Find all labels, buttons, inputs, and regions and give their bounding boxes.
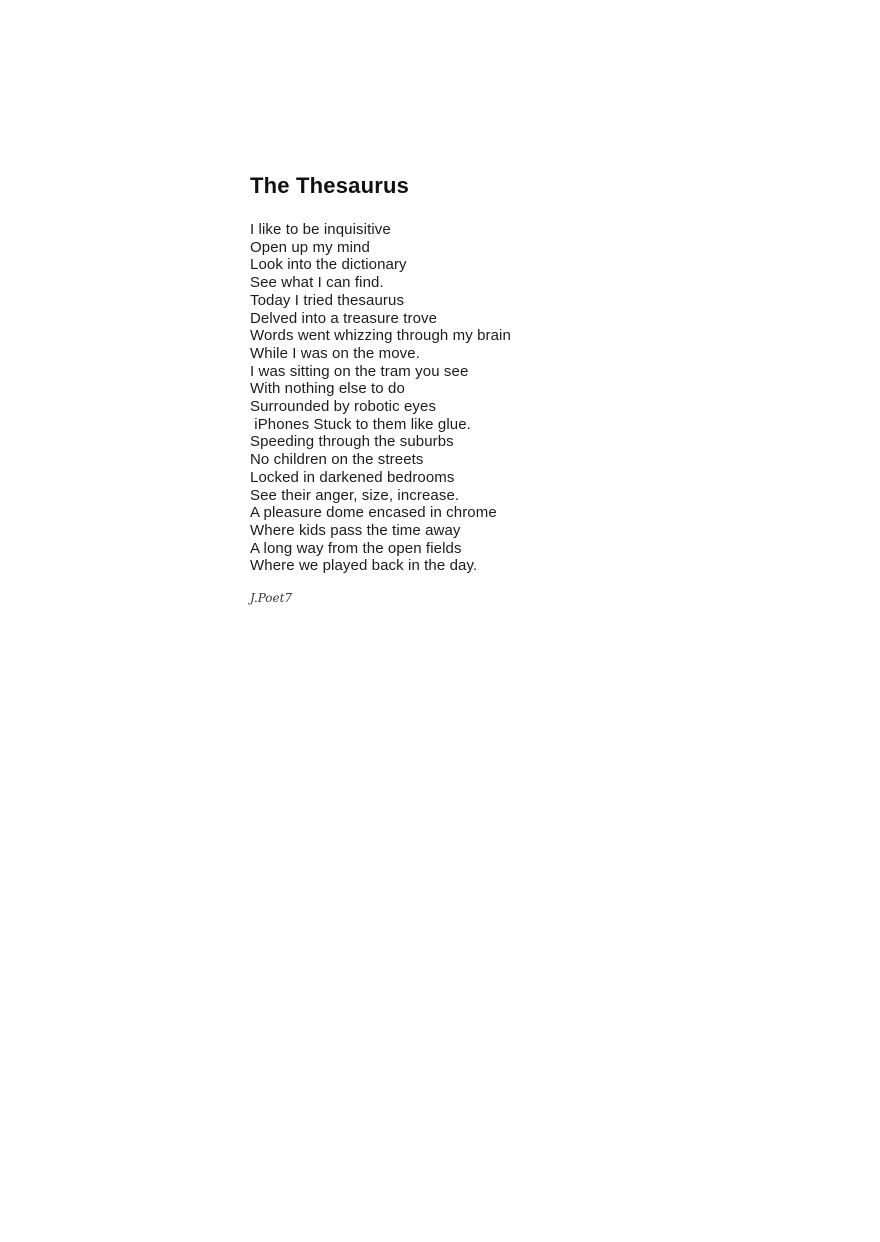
- poem-line: I like to be inquisitive: [250, 221, 391, 238]
- poem-line: Where kids pass the time away: [250, 521, 461, 539]
- poem-line: See what I can find.: [250, 274, 384, 292]
- poem-line: While I was on the move.: [250, 344, 420, 362]
- poem-line: Words went whizzing through my brain: [250, 327, 511, 345]
- page-title: The Thesaurus: [250, 172, 410, 198]
- poem-line: Open up my mind: [250, 238, 370, 256]
- poem-line: Today I tried thesaurus: [250, 291, 405, 309]
- poem-line: Locked in darkened bedrooms: [250, 468, 455, 486]
- poem-line: Where we played back in the day.: [250, 557, 478, 575]
- poem-line: With nothing else to do: [250, 380, 405, 398]
- poem-line: Look into the dictionary: [250, 256, 407, 274]
- poem-line: I was sitting on the tram you see: [250, 362, 469, 380]
- poem-line: Delved into a treasure trove: [250, 309, 438, 327]
- poem-line: A long way from the open fields: [250, 539, 462, 557]
- poem-line: Surrounded by robotic eyes: [250, 398, 437, 416]
- poem-line: No children on the streets: [250, 451, 424, 469]
- author-signature: J.Poet7: [250, 591, 293, 605]
- poem-body: [250, 221, 670, 575]
- poem-line: iPhones Stuck to them like glue.: [250, 415, 471, 433]
- poem-line: A pleasure dome encased in chrome: [250, 504, 497, 522]
- poem-line: Speeding through the suburbs: [250, 433, 454, 451]
- poem-line: See their anger, size, increase.: [250, 486, 460, 504]
